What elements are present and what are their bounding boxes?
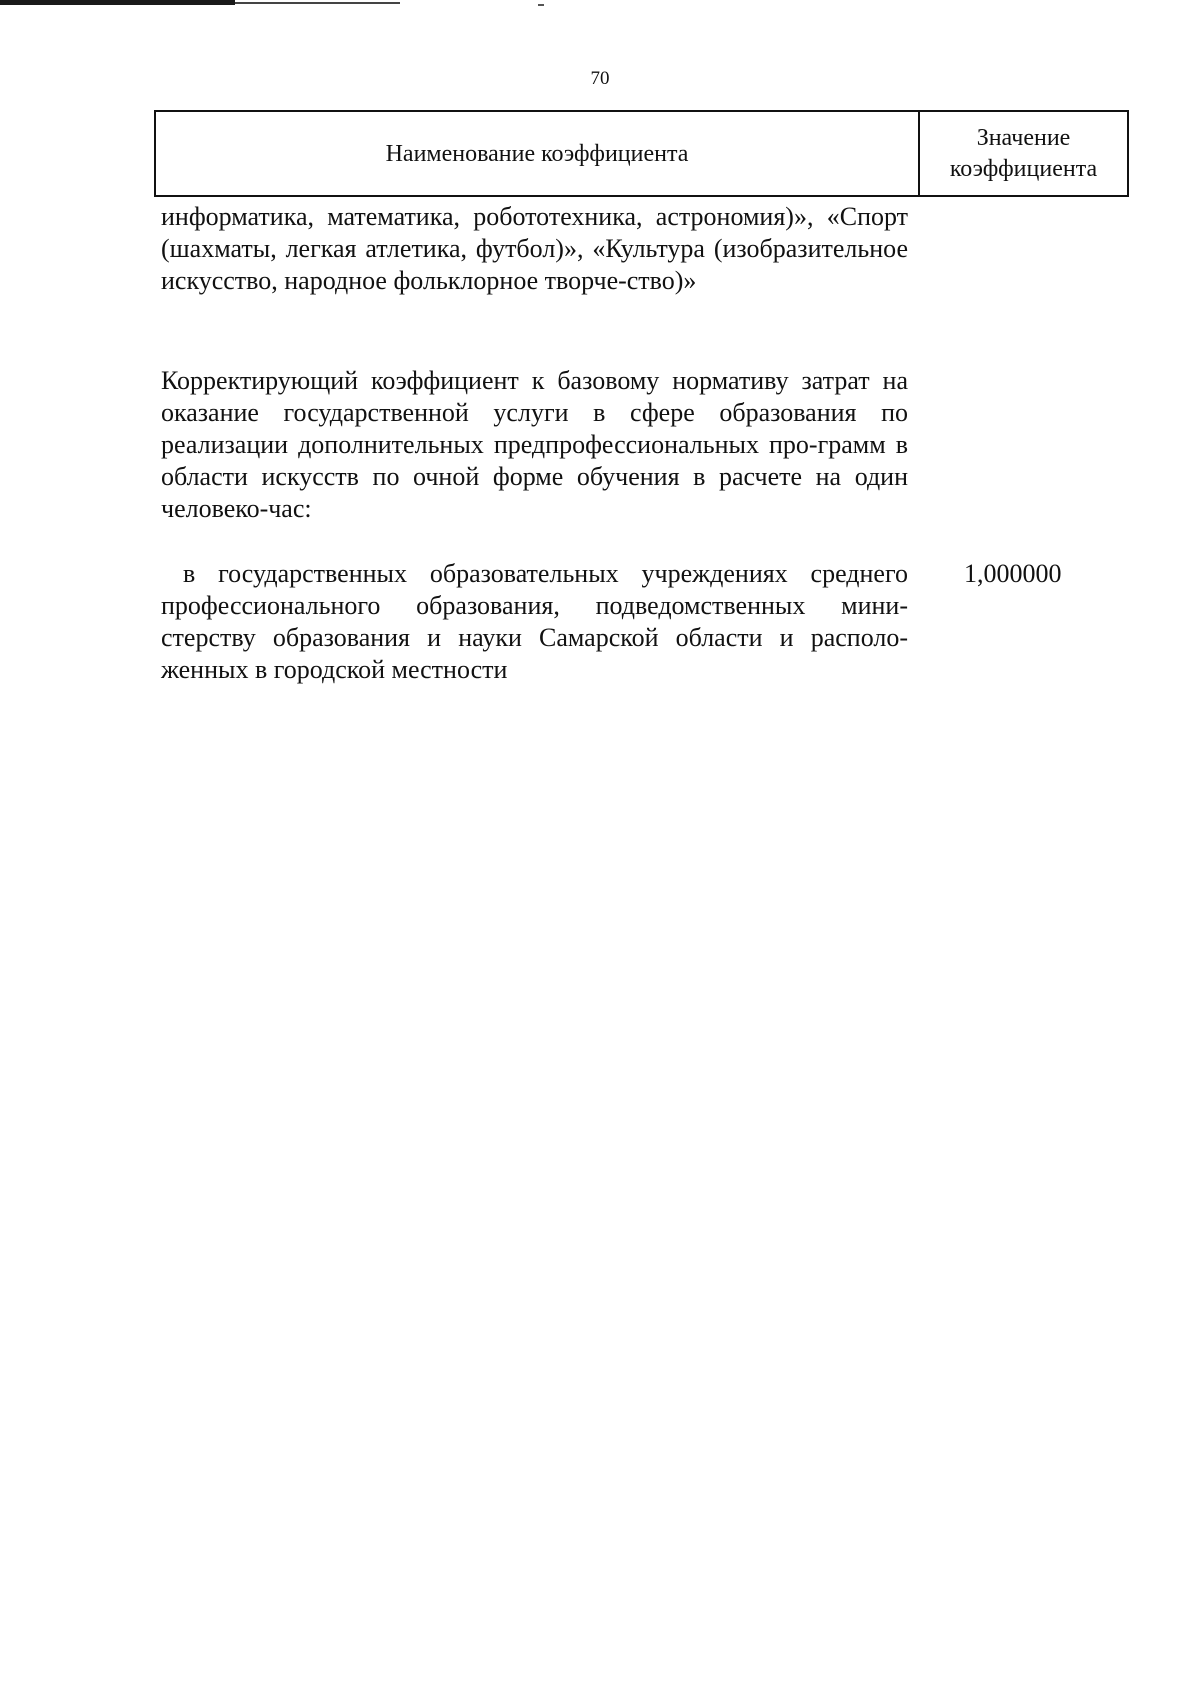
header-coefficient-name: Наименование коэффициента xyxy=(385,140,689,167)
paragraph-coefficient-description: Корректирующий коэффициент к базовому нормативу затрат на оказание государственной услуги в сфере образования по реализации дополнительных предпрофессиональных про-грамм в области искусств по очной форме обучения в расчете на один человеко-час: xyxy=(161,366,908,523)
paragraph-continuation: информатика, математика, робототехника, астрономия)», «Спорт (шахматы, легкая атлетика, футбол)», «Культура (изобразительное искусство, народное фольклорное творче-ство)» xyxy=(161,202,908,295)
page-number: 70 xyxy=(590,68,610,89)
scan-artifact-line xyxy=(0,0,235,5)
scan-artifact-mark xyxy=(538,4,544,6)
table-header xyxy=(154,110,1129,197)
coefficient-value: 1,000000 xyxy=(964,559,1062,588)
scan-artifact-line xyxy=(235,2,400,4)
header-coefficient-value: Значение коэффициента xyxy=(949,124,1098,182)
paragraph-institution-type: в государственных образовательных учреждениях среднего профессионального образования, подведомственных мини-стерству образования и науки Самарской области и располо-женных в городской местности xyxy=(161,559,908,684)
